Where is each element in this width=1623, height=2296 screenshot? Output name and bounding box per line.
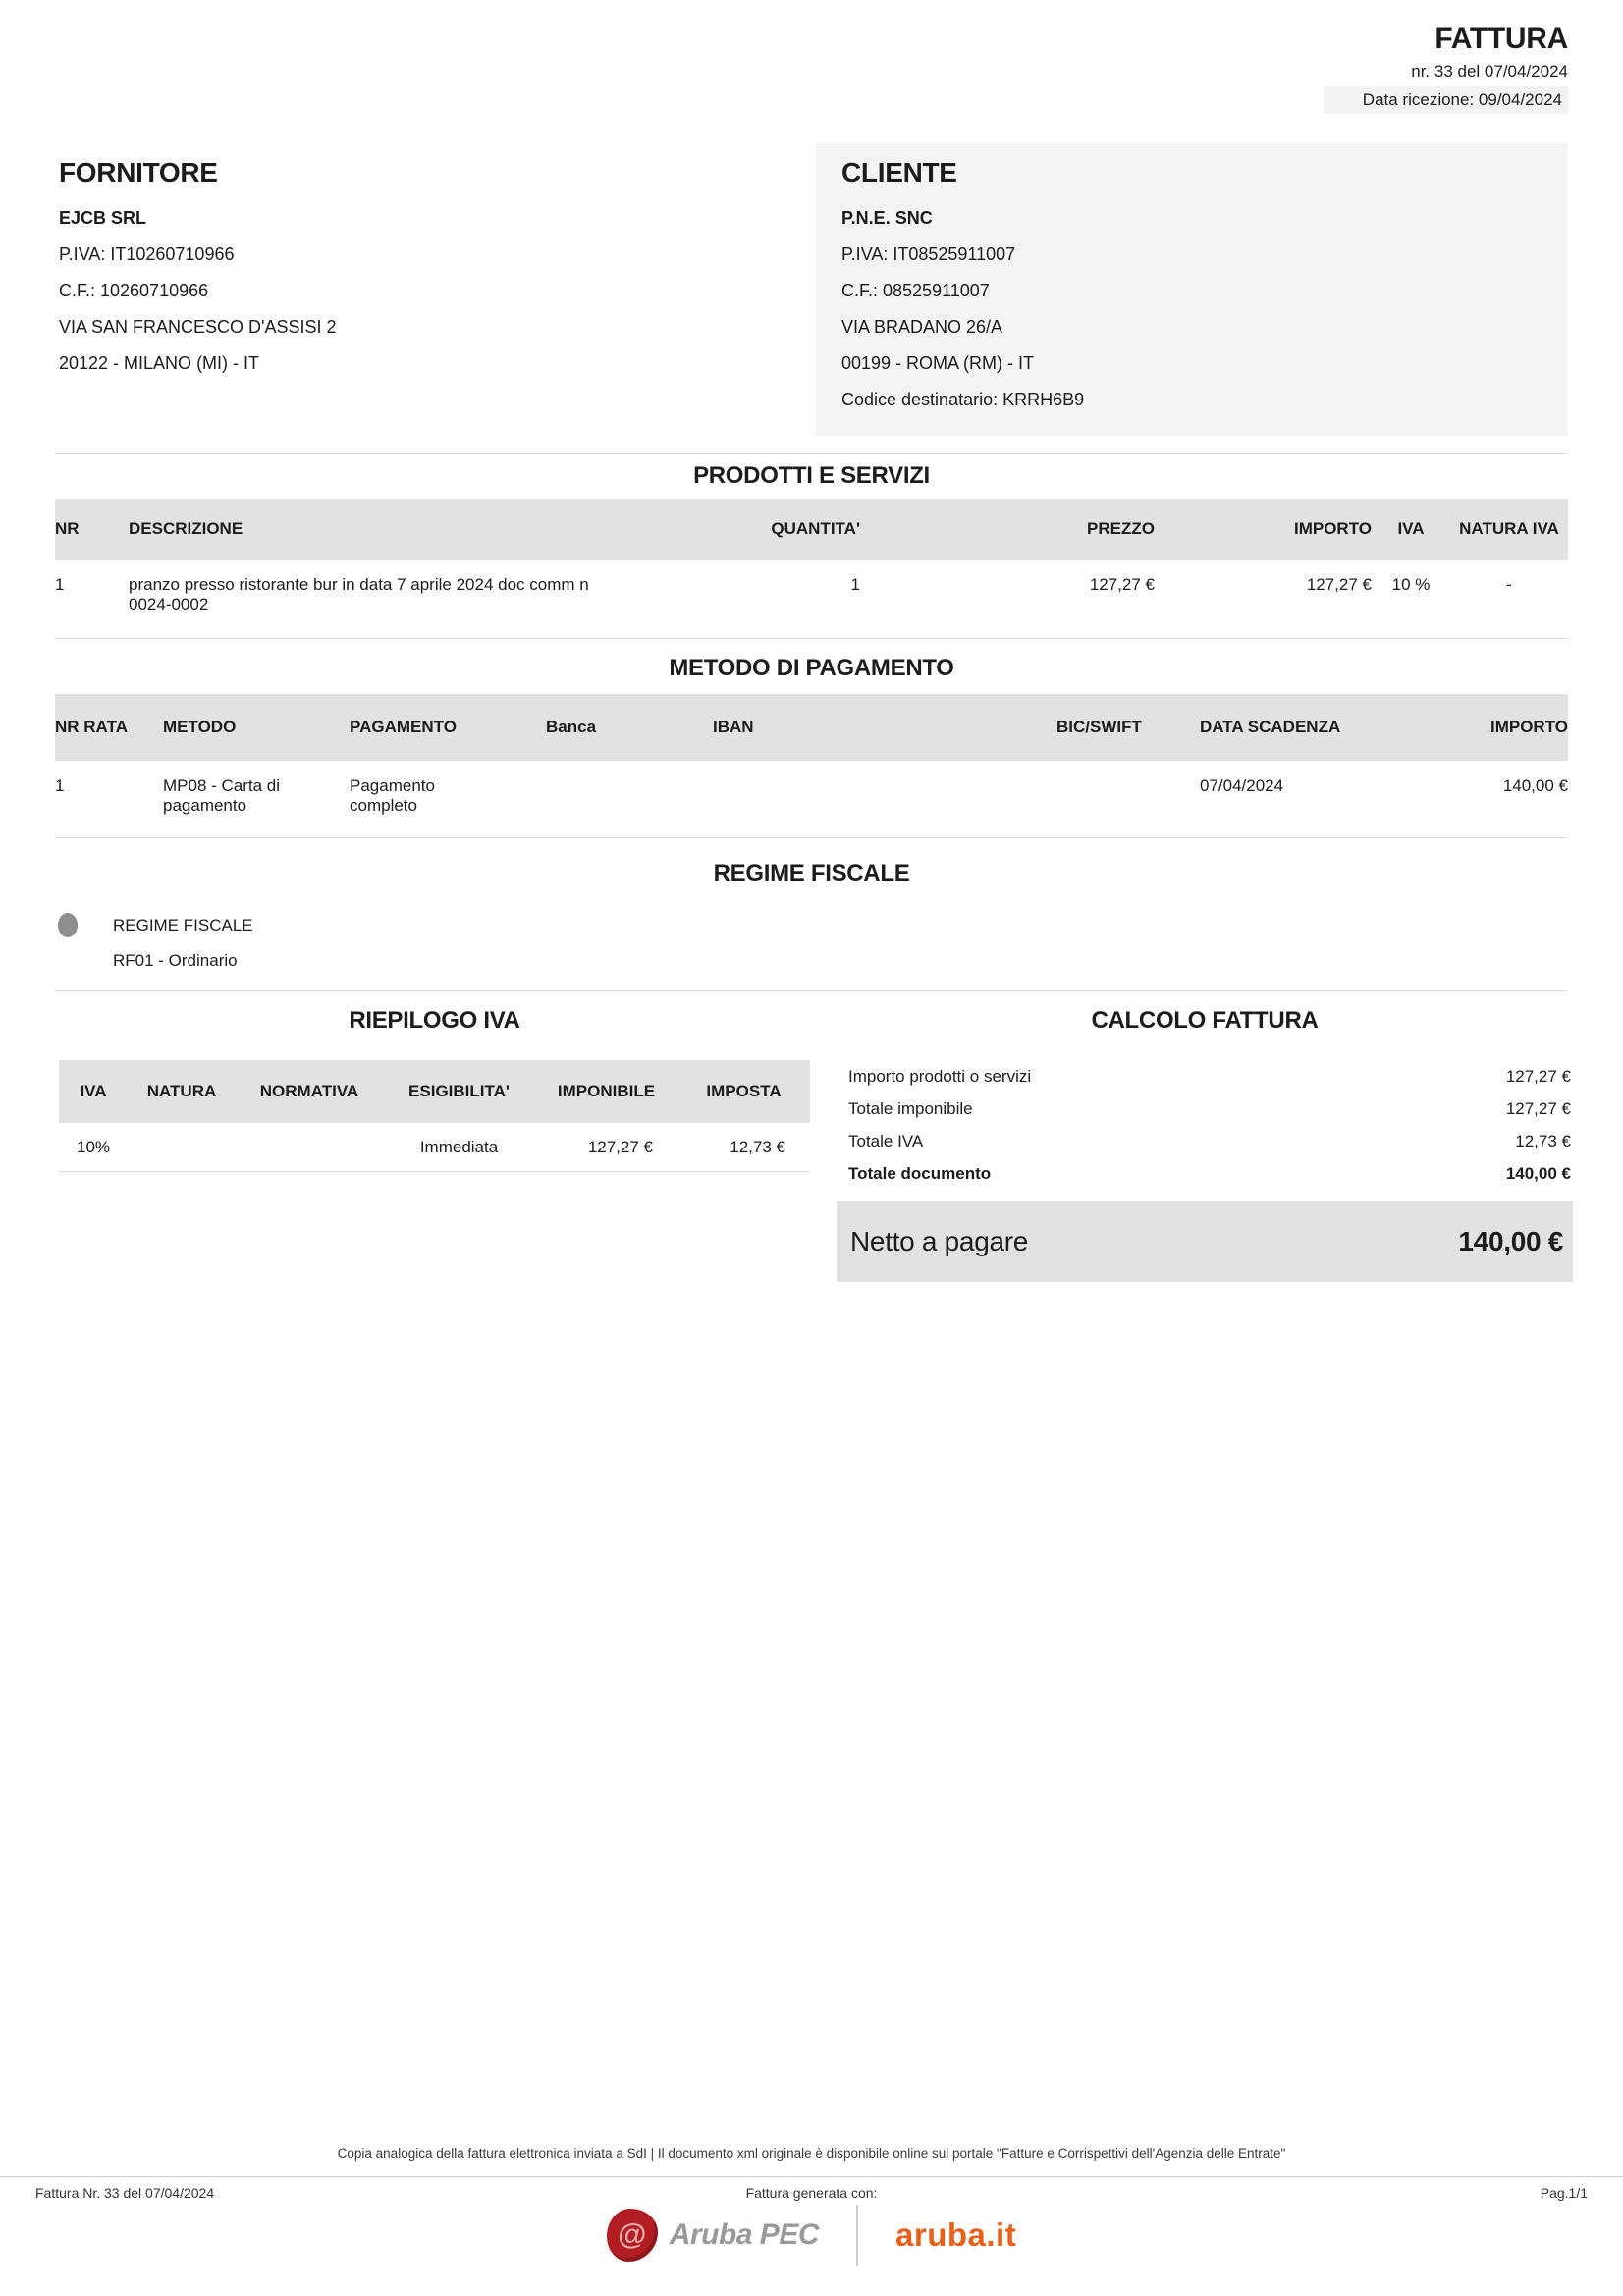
product-vat-rate: 10 % [1372, 560, 1450, 639]
divider [55, 990, 1568, 991]
payment-method: MP08 - Carta di pagamento [163, 761, 350, 838]
vat-taxable: 127,27 € [535, 1123, 677, 1172]
payment-header-row [55, 694, 1568, 761]
col-banca: Banca [516, 694, 703, 761]
vat-exigibility: Immediata [383, 1123, 535, 1172]
payment-bank [516, 761, 703, 838]
regime-row [55, 913, 1568, 937]
customer-heading: CLIENTE [841, 157, 957, 187]
col-metodo: METODO [163, 694, 350, 761]
footer-generated-with: Fattura generata con: [745, 2185, 878, 2201]
customer-city: 00199 - ROMA (RM) - IT [841, 353, 1035, 373]
aruba-pec-seal-icon: @ [607, 2209, 658, 2262]
totals-row-products [837, 1060, 1573, 1093]
col-quantita: QUANTITA' [664, 499, 885, 560]
net-to-pay-box [837, 1201, 1573, 1282]
totals-row-document [837, 1157, 1573, 1190]
totals-label: Totale imponibile [848, 1099, 973, 1118]
product-quantity: 1 [664, 560, 885, 639]
col-prezzo: PREZZO [885, 499, 1155, 560]
col-esigibilita: ESIGIBILITA' [383, 1060, 535, 1123]
product-description: pranzo presso ristorante bur in data 7 aprile 2024 doc comm n 0024-0002 [129, 560, 664, 639]
supplier-vat: P.IVA: IT10260710966 [59, 244, 235, 264]
vat-tax: 12,73 € [677, 1123, 810, 1172]
supplier-heading: FORNITORE [59, 157, 218, 187]
reception-date-line: Data ricezione: 09/04/2024 [1324, 86, 1568, 114]
col-iva: IVA [1372, 499, 1450, 560]
product-price: 127,27 € [885, 560, 1155, 639]
regime-value: RF01 - Ordinario [113, 951, 238, 970]
aruba-pec-logo-text: Aruba PEC [669, 2218, 819, 2251]
product-amount: 127,27 € [1155, 560, 1372, 639]
customer-address: VIA BRADANO 26/A [841, 317, 1003, 337]
payment-section-title: METODO DI PAGAMENTO [669, 655, 954, 681]
logo-divider [856, 2205, 858, 2266]
supplier-city: 20122 - MILANO (MI) - IT [59, 353, 260, 373]
summary-section [59, 1007, 1573, 1282]
col-bic-swift: BIC/SWIFT [1056, 694, 1185, 761]
col-importo: IMPORTO [1155, 499, 1372, 560]
col-natura-iva: NATURA IVA [1450, 499, 1568, 560]
totals-value: 140,00 € [1505, 1164, 1571, 1183]
payment-row [55, 761, 1568, 838]
legal-disclaimer: Copia analogica della fattura elettronica inviata a SdI | Il documento xml originale è disponibile online sul portale "Fatture e Corrispettivi dell'Agenzia delle Entrate" [337, 2146, 1286, 2161]
footer-invoice-ref: Fattura Nr. 33 del 07/04/2024 [35, 2185, 215, 2201]
supplier-address: VIA SAN FRANCESCO D'ASSISI 2 [59, 317, 337, 337]
col-data-scadenza: DATA SCADENZA [1185, 694, 1391, 761]
net-to-pay-label: Netto a pagare [850, 1226, 1029, 1256]
vat-summary-row [59, 1123, 810, 1172]
vat-summary-table [59, 1060, 810, 1172]
vat-summary-title: RIEPILOGO IVA [349, 1007, 520, 1034]
customer-fiscal-code: C.F.: 08525911007 [841, 281, 990, 300]
supplier-block [55, 143, 762, 436]
product-nr: 1 [55, 560, 129, 639]
regime-section-title: REGIME FISCALE [713, 860, 910, 886]
footer-divider [0, 2176, 1623, 2177]
invoice-totals-block [837, 1007, 1573, 1282]
bullet-icon [58, 913, 78, 937]
col-importo-pagamento: IMPORTO [1391, 694, 1568, 761]
col-imponibile: IMPONIBILE [535, 1060, 677, 1123]
products-section-title: PRODOTTI E SERVIZI [693, 462, 930, 489]
supplier-name: EJCB SRL [59, 208, 147, 228]
payment-nr: 1 [55, 761, 163, 838]
totals-label: Importo prodotti o servizi [848, 1067, 1032, 1086]
totals-row-taxable [837, 1093, 1573, 1125]
totals-value: 127,27 € [1505, 1067, 1571, 1086]
customer-block [816, 143, 1568, 436]
aruba-pec-logo [607, 2209, 819, 2262]
product-row [55, 560, 1568, 639]
col-pagamento: PAGAMENTO [350, 694, 516, 761]
col-nr: NR [55, 499, 129, 560]
vat-summary-block [59, 1007, 810, 1282]
col-iban: IBAN [703, 694, 1056, 761]
totals-label: Totale documento [848, 1164, 992, 1183]
totals-title: CALCOLO FATTURA [1091, 1007, 1319, 1034]
vat-summary-header-row [59, 1060, 810, 1123]
footer-logos [0, 2205, 1623, 2266]
aruba-it-logo: aruba.it [895, 2216, 1017, 2253]
net-to-pay-value: 140,00 € [1458, 1226, 1563, 1256]
payment-type: Pagamento completo [350, 761, 516, 838]
page-indicator: Pag.1/1 [1540, 2185, 1588, 2201]
document-header [0, 0, 1623, 114]
col-iva-rate: IVA [59, 1060, 128, 1123]
parties-section [55, 143, 1568, 436]
payment-table [55, 694, 1568, 838]
payment-due-date: 07/04/2024 [1185, 761, 1391, 838]
supplier-fiscal-code: C.F.: 10260710966 [59, 281, 209, 300]
customer-name: P.N.E. SNC [841, 208, 933, 228]
products-table [55, 499, 1568, 639]
footer-row [35, 2185, 1588, 2201]
col-imposta: IMPOSTA [677, 1060, 810, 1123]
document-title: FATTURA [1434, 23, 1568, 55]
vat-norm [236, 1123, 383, 1172]
products-header-row [55, 499, 1568, 560]
col-natura: NATURA [128, 1060, 236, 1123]
payment-iban [703, 761, 1056, 838]
regime-label: REGIME FISCALE [113, 915, 253, 934]
totals-label: Totale IVA [848, 1132, 924, 1150]
vat-rate: 10% [59, 1123, 128, 1172]
totals-value: 12,73 € [1515, 1132, 1571, 1150]
customer-recipient-code: Codice destinatario: KRRH6B9 [841, 390, 1085, 409]
col-normativa: NORMATIVA [236, 1060, 383, 1123]
customer-vat: P.IVA: IT08525911007 [841, 244, 1016, 264]
totals-rows [837, 1060, 1573, 1190]
col-nr-rata: NR RATA [55, 694, 163, 761]
vat-nature [128, 1123, 236, 1172]
totals-value: 127,27 € [1505, 1099, 1571, 1118]
divider [55, 453, 1568, 454]
invoice-number-line: nr. 33 del 07/04/2024 [1411, 62, 1568, 80]
payment-bic [1056, 761, 1185, 838]
totals-row-vat [837, 1125, 1573, 1157]
regime-section [55, 860, 1568, 971]
payment-amount: 140,00 € [1391, 761, 1568, 838]
col-descrizione: DESCRIZIONE [129, 499, 664, 560]
product-vat-nature: - [1450, 560, 1568, 639]
